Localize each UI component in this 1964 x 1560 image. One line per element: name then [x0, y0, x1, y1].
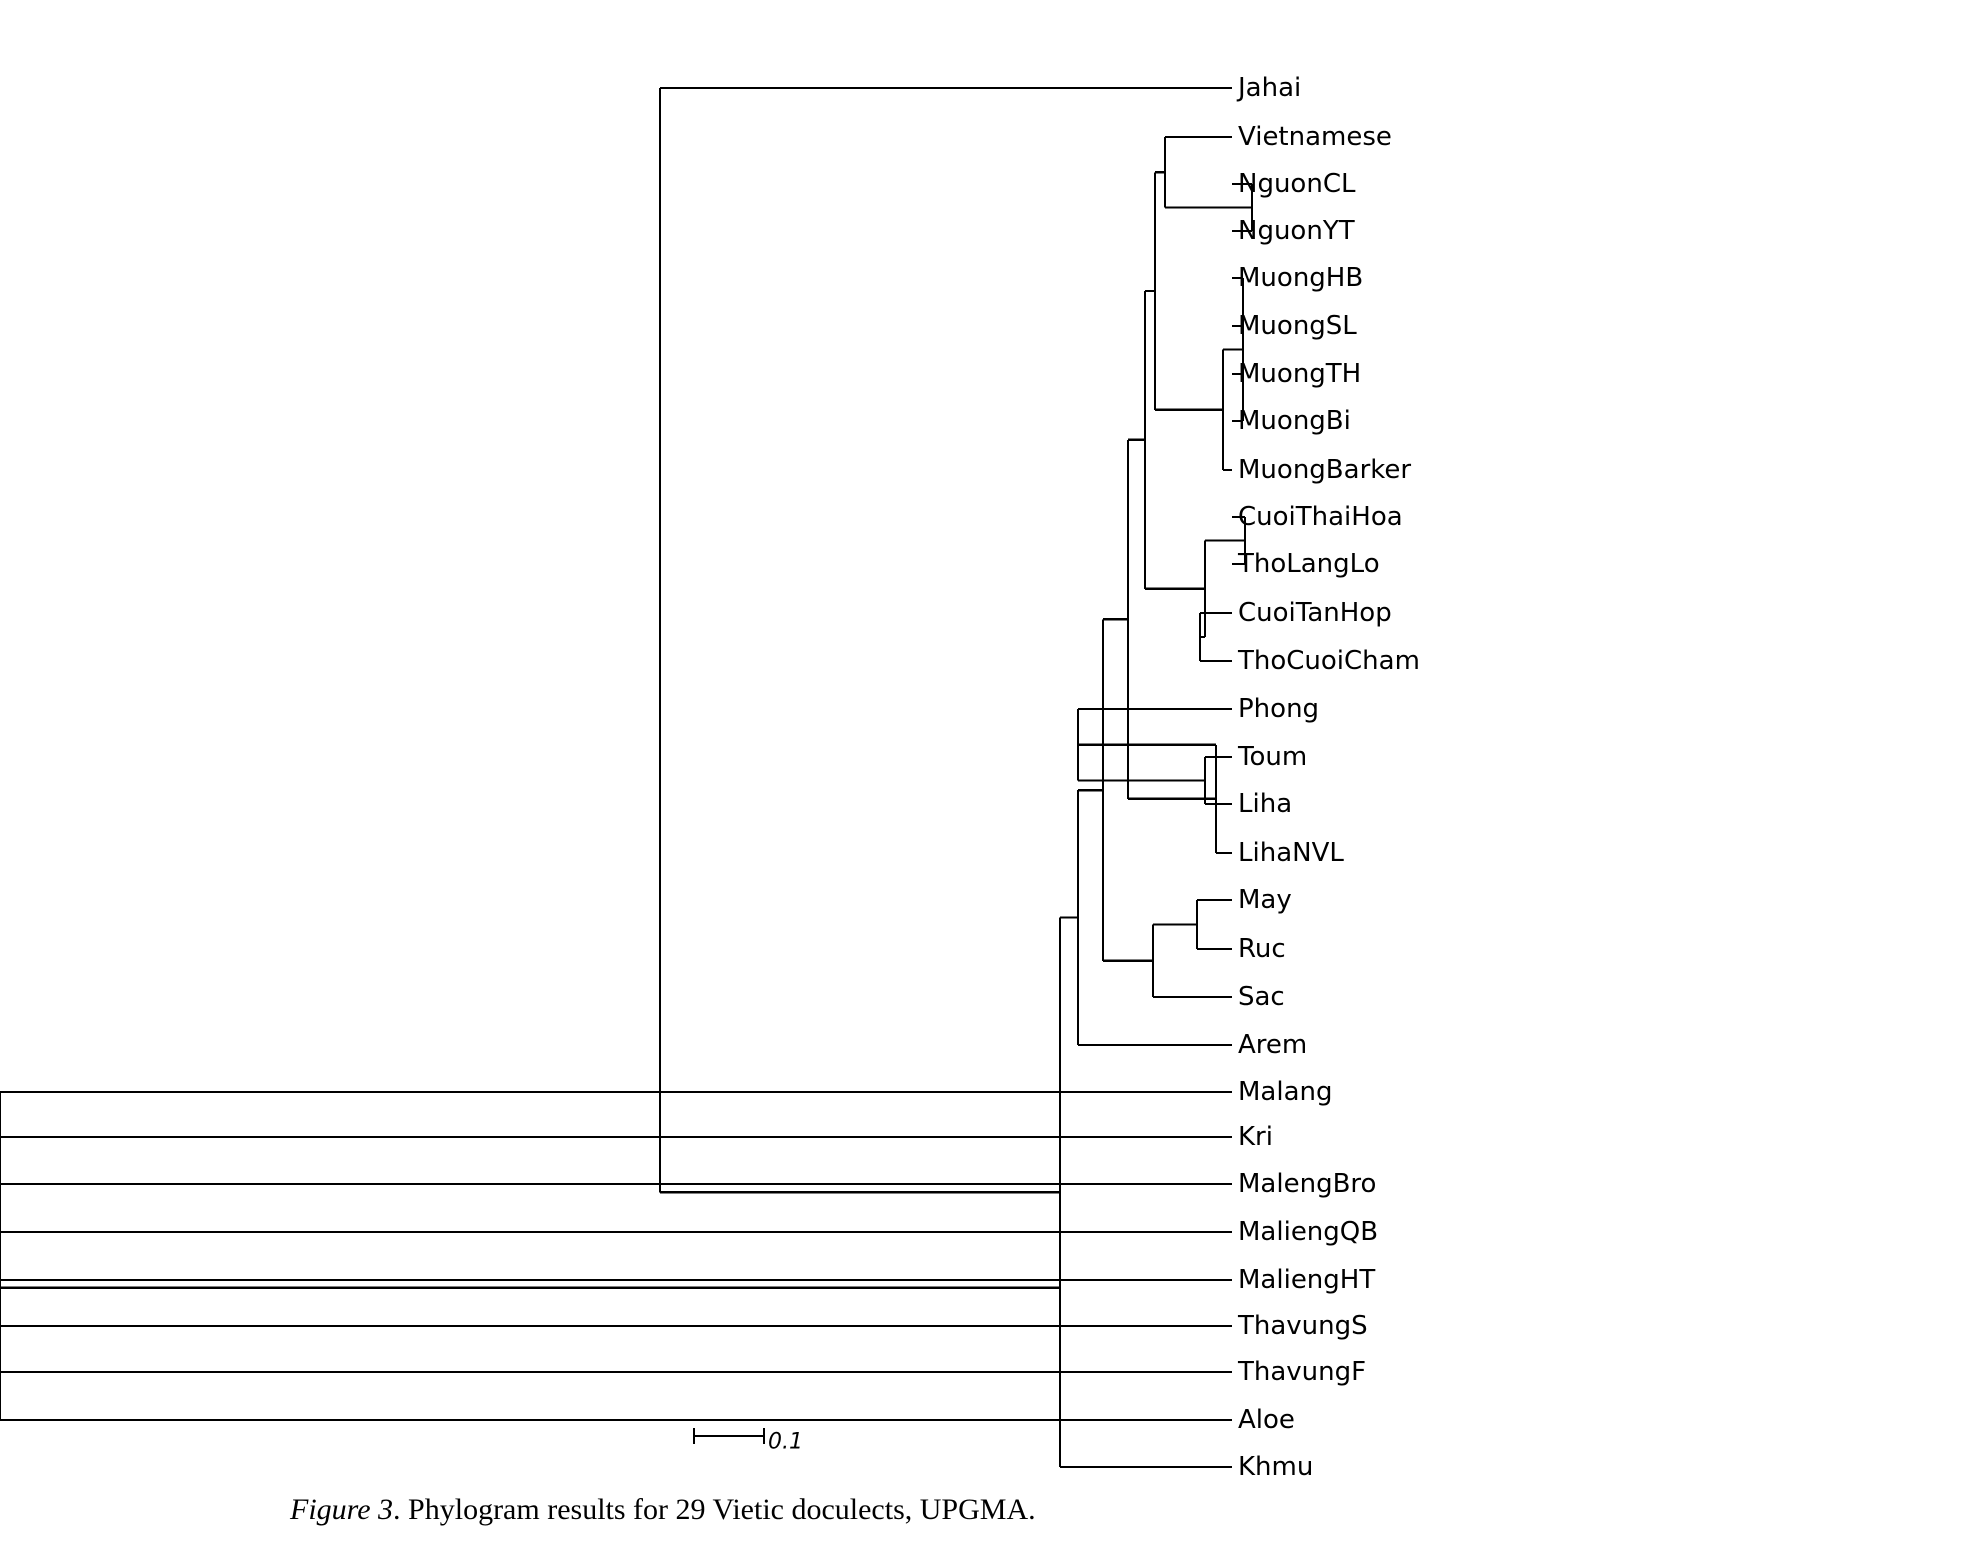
leaf-label-cuoitanhop: CuoiTanHop: [1238, 598, 1392, 628]
leaf-label-ruc: Ruc: [1238, 934, 1286, 964]
leaf-label-cuoithaihoa: CuoiThaiHoa: [1238, 502, 1403, 532]
leaf-label-muongsl: MuongSL: [1238, 311, 1357, 341]
figure-label: Figure 3: [290, 1493, 394, 1526]
leaf-labels: [1236, 73, 1420, 1482]
leaf-label-tholanglo: ThoLangLo: [1238, 549, 1380, 579]
leaf-label-thavungf: ThavungF: [1238, 1357, 1367, 1387]
leaf-label-muonghb: MuongHB: [1238, 263, 1364, 293]
leaf-label-thocuoicham: ThoCuoiCham: [1238, 646, 1420, 676]
leaf-label-nguonyt: NguonYT: [1238, 216, 1355, 246]
leaf-label-muongth: MuongTH: [1238, 359, 1362, 389]
leaf-label-malengbro: MalengBro: [1238, 1169, 1377, 1199]
leaf-label-liha: Liha: [1238, 789, 1293, 819]
leaf-label-may: May: [1238, 885, 1292, 915]
leaf-label-khmu: Khmu: [1238, 1452, 1314, 1482]
leaf-label-maliengqb: MaliengQB: [1238, 1217, 1379, 1247]
leaf-label-malienght: MaliengHT: [1238, 1265, 1376, 1295]
figure-caption: [290, 1493, 1036, 1527]
leaf-label-lihanvl: LihaNVL: [1238, 838, 1344, 868]
leaf-label-arem: Arem: [1238, 1030, 1308, 1060]
figure-caption-text: . Phylogram results for 29 Vietic doculects, UPGMA.: [393, 1493, 1036, 1526]
leaf-label-malang: Malang: [1238, 1077, 1333, 1107]
leaf-label-phong: Phong: [1238, 694, 1320, 724]
tree-branches: [0, 88, 1252, 1467]
leaf-label-toum: Toum: [1238, 742, 1308, 772]
leaf-label-vietnamese: Vietnamese: [1238, 122, 1392, 152]
leaf-label-muongbi: MuongBi: [1238, 406, 1351, 436]
leaf-label-muongbarker: MuongBarker: [1238, 455, 1412, 485]
scale-bar: [694, 1428, 803, 1455]
leaf-label-sac: Sac: [1238, 982, 1285, 1012]
leaf-label-aloe: Aloe: [1238, 1405, 1295, 1435]
leaf-label-thavungs: ThavungS: [1238, 1311, 1368, 1341]
scale-bar-label: 0.1: [768, 1429, 803, 1455]
leaf-label-jahai: Jahai: [1238, 73, 1302, 103]
leaf-label-kri: Kri: [1238, 1122, 1273, 1152]
leaf-label-nguoncl: NguonCL: [1238, 169, 1356, 199]
